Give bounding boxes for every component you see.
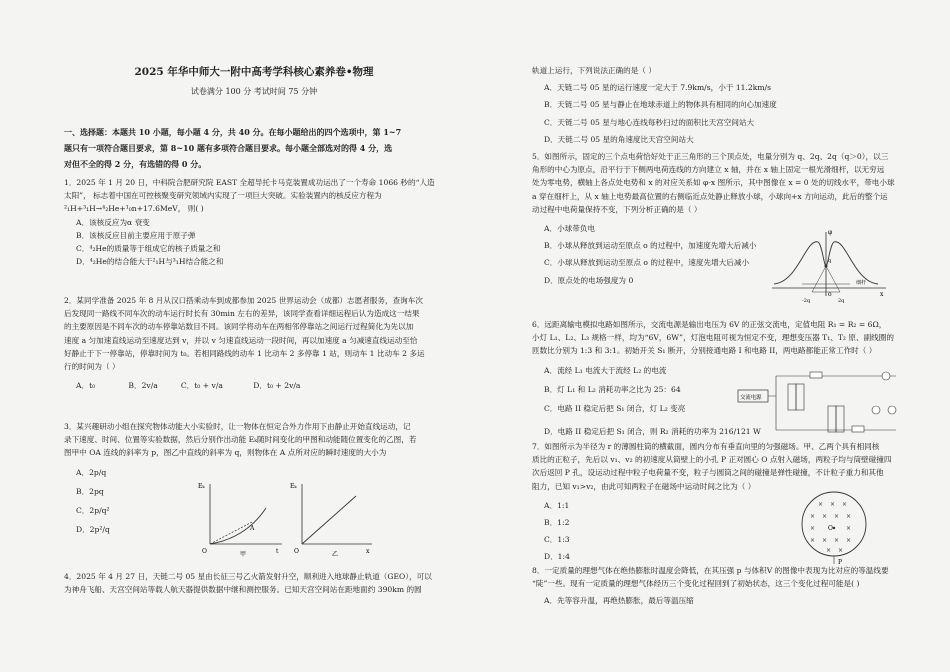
q3-o-label: O xyxy=(202,548,207,555)
svg-text:×: × xyxy=(830,501,836,508)
svg-text:×: × xyxy=(838,547,844,554)
question-1: 1．2025 年 1 月 20 日，中科院合肥研究院 EAST 全超导托卡马克装置成功运出了一个寿命 1066 秒的“人造 太阳”， 标志着中国在可控核聚变研究领域内实现了一项巨大突破。实验装置内的核反应方程为 ²₁H+³₁H→⁴₂He+¹₀n+17.6MeV， 则( ) A．该核反应为α 衰变 B．该核反应目前主要应用于原子弹 C．⁴₂He的质量等于组成它的核子质量之和 D．⁴₂He的结合能大于²₁H与³₁H结合能之和 xyxy=(64,178,435,267)
svg-text:×: × xyxy=(826,547,832,554)
q3-figure xyxy=(196,478,376,558)
svg-text:×: × xyxy=(846,537,852,544)
q3-a-label: A xyxy=(250,525,255,532)
section-heading: 一、选择题：本题共 10 小题，每小题 4 分，共 40 分。在每小题给出的四个选项中，第 1~7 题只有一项符合题目要求，第 8~10 题有多项符合题目要求。每小题全部选对的得 4 分，选 对但不全的得 2 分，有选错的得 0 分。 xyxy=(64,127,402,169)
q7-figure xyxy=(796,486,876,566)
q6-circuit-figure xyxy=(736,364,906,440)
svg-text:×: × xyxy=(822,537,828,544)
svg-text:×: × xyxy=(842,501,848,508)
q5-figure xyxy=(768,226,892,308)
svg-text:×: × xyxy=(846,513,852,520)
q6-source-label: 交流电源 xyxy=(740,395,762,401)
question-5: 5．如图所示，固定的三个点电荷恰好处于正三角形的三个顶点处，电量分别为 q、2q、2q（q＞0），以三 角形的中心为原点，沿平行于下侧两电荷连线的方向建立 x 轴，并在 x 轴上固定一根光滑细杆，以无穷远 处为零电势，横轴上各点处电势和 x 的对应关系如 φ-x 图所示，其中图像在 x = 0 处的切线水平，带电小球 a 穿在细杆上，从 x 轴上电势最高位置的右侧临近点处静止释放小球，小球向+x 方向运动，此后的整个运 动过程中电荷量保持不变，下列分析正确的是（ ） A．小球带负电 B．小球从释放到运动至原点 o 的过程中，加速度先增大后减小 C．小球从释放到运动至原点 o 的过程中，速度先增大后减小 D．原点处的电场强度为 0 xyxy=(532,152,895,285)
svg-text:×: × xyxy=(810,525,816,532)
q3-o-label-2: O xyxy=(294,548,299,555)
svg-text:×: × xyxy=(818,501,824,508)
q5-o-label: o xyxy=(828,291,832,298)
q5-phi-label: φ xyxy=(828,229,833,236)
question-4: 4．2025 年 4 月 27 日，天链二号 05 星由长征三号乙火箭发射升空，顺利进入地球静止轨道（GEO），可以 为神舟飞船、天宫空间站等载人航天器提供数据中继和测控服务。已知天宫空间站在距地面约 390km 的圆 xyxy=(64,572,432,595)
q3-yi-label: 乙 xyxy=(332,551,339,558)
page-subtitle: 试卷满分 100 分 考试时间 75 分钟 xyxy=(190,87,318,96)
q3-x-label: x xyxy=(366,548,370,555)
q3-t-label: t xyxy=(276,548,279,555)
svg-text:×: × xyxy=(810,513,816,520)
svg-text:×: × xyxy=(834,537,840,544)
question-8: 8．一定质量的理想气体在绝热膨胀时温度会降低，在其压强 p 与体积V 的图像中表现为比对应的等温线要 “陡”一些。现有一定质量的理想气体经历三个变化过程回到了初始状态，这三个变化过程可能是( ) A．先等容升温，再绝热膨胀，最后等温压缩 xyxy=(532,566,889,606)
q5-q-label: q xyxy=(828,258,832,264)
question-7: 7．如图所示为半径为 r 的薄圆柱筒的横截面，圆内分布有垂直向里的匀强磁场。甲、乙两个具有相同核 质比的正粒子，先后以 v₁、v₂ 的初速度从筒壁上的小孔 P 正对圆心 O 点射入磁场，两粒子均与筒壁碰撞四 次后返回 P 孔，设运动过程中粒子电荷量不变，粒子与圆筒之间的碰撞是弹性碰撞，不计粒子重力和其他 阻力，已知 v₁>v₂，由此可知两粒子在磁场中运动时间之比为（ ） A．1:1 B．1:2 C．1:3 D．1:4 xyxy=(532,442,892,562)
q5-x-label: x xyxy=(880,291,884,298)
q3-ek-label: Eₖ xyxy=(198,483,205,490)
svg-text:×: × xyxy=(846,525,852,532)
q5-rod-label: 细杆 xyxy=(856,280,867,286)
q5-neg-label: -2q xyxy=(802,298,811,304)
svg-text:×: × xyxy=(810,537,816,544)
question-4-cont: 轨道上运行，下列说法正确的是（ ） A．天链二号 05 星的运行速度一定大于 7.9km/s，小于 11.2km/s B．天链二号 05 星与静止在地球赤道上的物体具有相同的向心加速度 C．天链二号 05 星与地心连线每秒扫过的面积比天宫空间站大 D．天链二号 05 星的角速度比天宫空间站大 xyxy=(532,66,777,144)
question-3: 3．某兴趣研动小组在探究物体动能大小实验时，让一物体在恒定合外力作用下由静止开始直线运动，记 录下速度、时间、位置等实验数据，然后分别作出动能 Eₖ随时间变化的甲图和动能随位置变化的乙图，若 图甲中 OA 连线的斜率为 p，图乙中直线的斜率为 q，则物体在 A 点所对应的瞬时速度的大小为 A．2p/q B．2pq C．2p/q² D．2p²/q xyxy=(64,422,417,535)
question-6: 6．远距离输电模拟电路如图所示，交流电源是输出电压为 6V 的正弦交流电，定值电阻 R₁ = R₂ = 6Ω， 小灯 L₁、L₂、L₃ 规格一样，均为“6V，6W”，灯泡电阻可视为恒定不变，理想变压器 T₁、T₂ 原、副线圈的 匝数比分别为 1:3 和 3:1。初始开关 S₁ 断开，分别接通电路 I 和电路 II，两电路都能正常工作时（ ） A．流经 L₁ 电流大于流经 L₂ 的电流 B．灯 L₁ 和 L₂ 消耗功率之比为 25：64 C．电路 II 稳定后把 S₁ 闭合，灯 L₂ 变亮 D．电路 II 稳定后把 S₁ 闭合，则 R₂ 消耗的功率为 216/121 W xyxy=(532,320,894,437)
svg-text:×: × xyxy=(822,513,828,520)
question-2: 2．某同学准备 2025 年 8 月从汉口搭乘动车到成都参加 2025 世界运动会（成都）志愿者服务，查询车次 后发现同一路线不同车次的动车运行时长有 30min 左右的差异，该同学查看详细运程后认为造成这一结果 的主要原因是不同车次的动车停靠站数目不同。该同学将动车在两相邻停靠站之间运行过程简化为先以加 速度 a 匀加速直线运动至速度达到 v，并以 v 匀速直线运动一段时间，再以加速度 a 匀减速直线运动至恰 好静止于下一停靠站，停靠时间为 t₀。若相同路线的动车 1 比动车 2 多停靠 1 站，则动车 1 比动车 2 多运 行的时间为（ ） A．t₀ B．2v/a C．t₀ + v/a D．t₀ + 2v/a xyxy=(64,296,425,391)
q7-p-label: P xyxy=(838,559,843,566)
page-title: 2025 年华中师大一附中高考学科核心素养卷•物理 xyxy=(134,66,374,78)
q3-ek-label-2: Eₖ xyxy=(290,483,297,490)
svg-text:×: × xyxy=(834,513,840,520)
q3-jia-label: 甲 xyxy=(240,551,247,558)
q7-o-label: O xyxy=(828,525,833,532)
q5-pos-label: 2q xyxy=(838,298,845,304)
